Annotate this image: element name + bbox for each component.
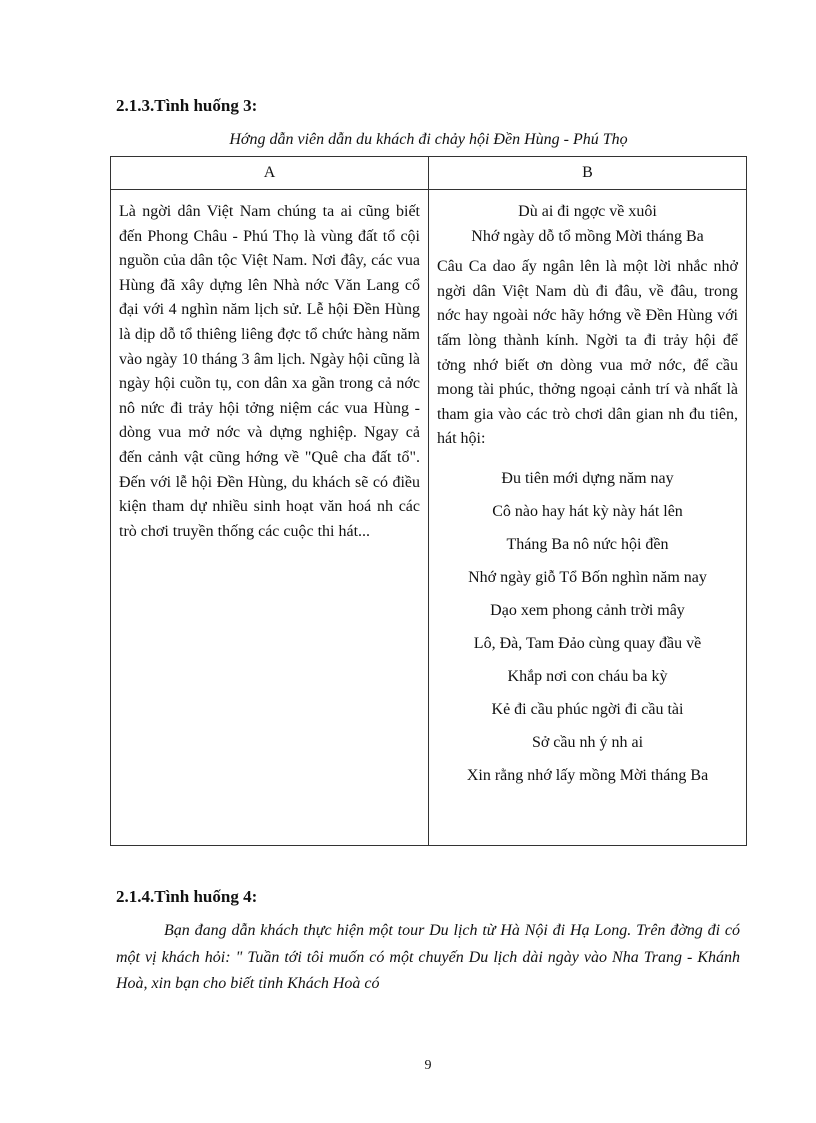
- poem-line: Xin rằng nhớ lấy mồng Mời tháng Ba: [466, 766, 709, 784]
- column-header-a: A: [111, 157, 429, 190]
- poem-line: Dạo xem phong cảnh trời mây: [490, 601, 685, 619]
- column-b-cell: [429, 190, 747, 846]
- poem-line: Khắp nơi con cháu ba kỳ: [507, 667, 668, 685]
- poem-line: Cô nào hay hát kỳ này hát lên: [492, 502, 683, 520]
- situation-4-intro: Bạn đang dẫn khách thực hiện một tour Du lịch từ Hà Nội đi Hạ Long. Trên đờng đi có một vị khách hỏi: " Tuần tới tôi muốn có một chuyến Du lịch dài ngày vào Nha Trang - Khánh Hoà, xin bạn cho biết tỉnh Khách Hoà có: [116, 922, 740, 992]
- column-a-text: Là ngời dân Việt Nam chúng ta ai cũng biết đến Phong Châu - Phú Thọ là vùng đất tổ cội nguồn của dân tộc Việt Nam. Nơi đây, các vua Hùng đã xây dựng lên Nhà nớc Văn Lang cổ đại với 4 nghìn năm lịch sử. Lễ hội Đền Hùng là dịp dỗ tổ thiêng liêng đợc tổ chức hàng năm vào ngày 10 tháng 3 âm lịch. Ngày hội cũng là ngày hội cuồn tụ, con dân xa gần trong cả nớc nô nức đi trảy hội tởng niệm các vua Hùng - dòng vua mở nớc và dựng nghiệp. Ngay cả đến cảnh vật cũng hớng về "Quê cha đất tổ". Đến với lễ hội Đền Hùng, du khách sẽ có điều kiện tham dự nhiều sinh hoạt văn hoá nh các trò chơi truyền thống các cuộc thi hát...: [119, 203, 420, 540]
- situation-table: [110, 156, 747, 846]
- folk-verse-line: Nhớ ngày dỗ tổ mồng Mời tháng Ba: [471, 227, 704, 245]
- poem-line: Lô, Đà, Tam Đảo cùng quay đầu về: [473, 634, 702, 652]
- poem-line: Sở cầu nh ý nh ai: [531, 733, 644, 751]
- column-a-cell: [111, 190, 429, 846]
- poem-line: Kẻ đi cầu phúc ngời đi cầu tài: [491, 700, 684, 718]
- table-caption: Hớng dẫn viên dẫn du khách đi chảy hội Đền Hùng - Phú Thọ: [229, 131, 628, 148]
- table-header-row: [111, 157, 747, 190]
- table-body-row: [111, 190, 747, 846]
- page-number: 9: [424, 1058, 432, 1073]
- poem-line: Tháng Ba nô nức hội đền: [506, 535, 669, 553]
- column-b-paragraph: Câu Ca dao ấy ngân lên là một lời nhắc nhở ngời dân Việt Nam dù đi đâu, về đâu, trong nớc hay ngoài nớc hãy hớng về Đền Hùng với tấm lòng thành kính. Ngời ta đi trảy hội để tởng nhớ biết ơn dòng vua mở nớc, để cầu mong tài phúc, thởng ngoại cảnh trí và nhất là tham gia vào các trò chơi dân gian nh đu tiên, hát hội:: [437, 258, 738, 448]
- column-header-b: B: [429, 157, 747, 190]
- poem-line: Nhớ ngày giỗ Tổ Bốn nghìn năm nay: [468, 568, 707, 586]
- section-heading-4: 2.1.4.Tình huống 4:: [116, 887, 258, 906]
- poem-block: [437, 462, 738, 792]
- folk-verse-line: Dù ai đi ngợc về xuôi: [518, 203, 657, 220]
- section-heading-3: 2.1.3.Tình huống 3:: [116, 96, 258, 115]
- poem-line: Đu tiên mới dựng năm nay: [501, 469, 674, 487]
